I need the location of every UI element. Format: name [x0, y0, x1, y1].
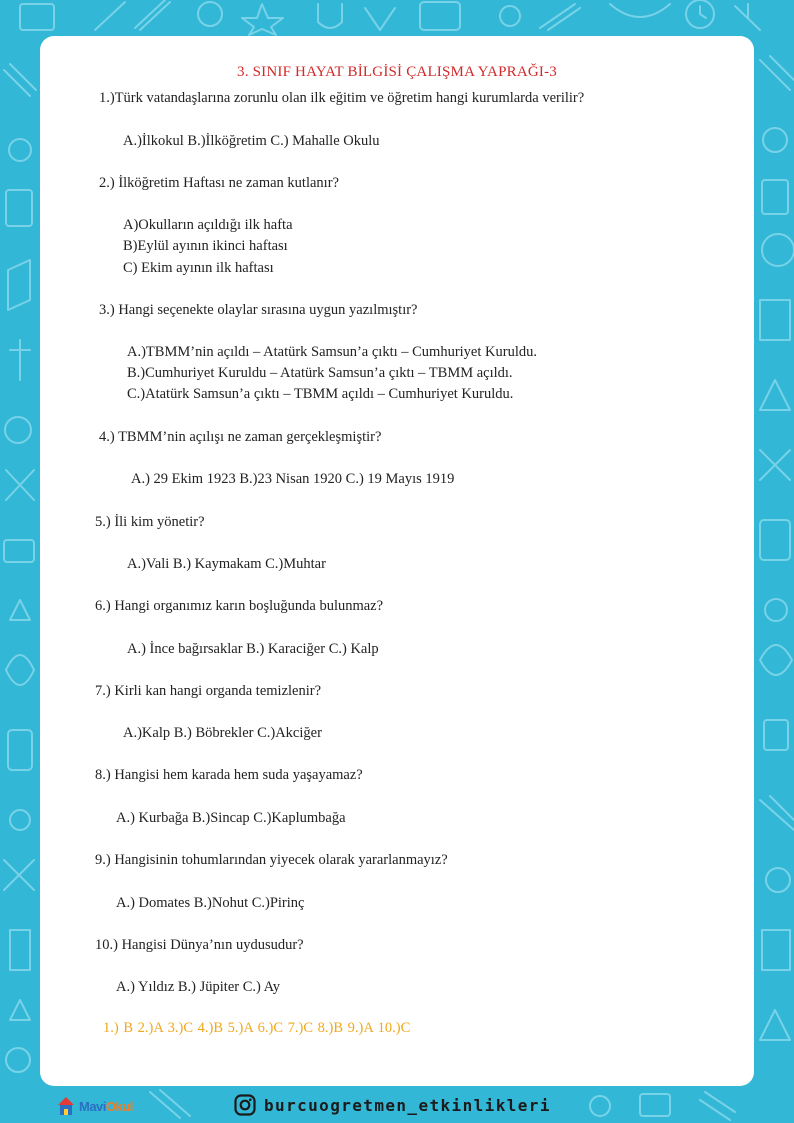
flask-doodle [318, 4, 342, 28]
question-2-option-c: C) Ekim ayının ilk haftası [123, 260, 274, 276]
question-1: 1.)Türk vatandaşlarına zorunlu olan ilk eğitim ve öğretim hangi kurumlarda verilir? [99, 90, 585, 106]
question-2-option-a: A)Okulların açıldığı ilk hafta [123, 217, 293, 233]
question-8: 8.) Hangisi hem karada hem suda yaşayamaz? [95, 767, 363, 783]
question-5: 5.) İli kim yönetir? [95, 514, 205, 530]
question-7-options: A.)Kalp B.) Böbrekler C.)Akciğer [123, 725, 322, 741]
question-9: 9.) Hangisinin tohumlarından yiyecek olarak yararlanmayız? [95, 852, 448, 868]
star-doodle [242, 4, 283, 35]
school-house-icon [56, 1095, 76, 1117]
question-7: 7.) Kirli kan hangi organda temizlenir? [95, 683, 322, 699]
question-1-options: A.)İlkokul B.)İlköğretim C.) Mahalle Okulu [123, 133, 380, 149]
logo-text-okul: Okul [105, 1098, 133, 1114]
question-3-option-b: B.)Cumhuriyet Kuruldu – Atatürk Samsun’a çıktı – TBMM açıldı. [127, 365, 513, 381]
question-4-options: A.) 29 Ekim 1923 B.)23 Nisan 1920 C.) 19 Mayıs 1919 [131, 471, 455, 487]
question-8-options: A.) Kurbağa B.)Sincap C.)Kaplumbağa [116, 810, 346, 826]
question-9-options: A.) Domates B.)Nohut C.)Pirinç [116, 895, 305, 911]
question-4: 4.) TBMM’nin açılışı ne zaman gerçekleşmiştir? [99, 429, 382, 445]
question-6-options: A.) İnce bağırsaklar B.) Karaciğer C.) Kalp [127, 641, 379, 657]
instagram-credit[interactable] [234, 1094, 551, 1116]
question-10: 10.) Hangisi Dünya’nın uydusudur? [95, 937, 304, 953]
instagram-handle[interactable]: burcuogretmen_etkinlikleri [264, 1095, 551, 1115]
question-2: 2.) İlköğretim Haftası ne zaman kutlanır? [99, 175, 339, 191]
question-5-options: A.)Vali B.) Kaymakam C.)Muhtar [127, 556, 326, 572]
question-2-option-b: B)Eylül ayının ikinci haftası [123, 238, 288, 254]
question-3-option-c: C.)Atatürk Samsun’a çıktı – TBMM açıldı – Cumhuriyet Kuruldu. [127, 386, 514, 402]
circle-doodle [198, 2, 222, 26]
pencil-doodle [95, 2, 125, 30]
logo-text-mavi: Mavi [79, 1098, 106, 1114]
worksheet-title: 3. SINIF HAYAT BİLGİSİ ÇALIŞMA YAPRAĞI-3 [237, 64, 557, 80]
question-3: 3.) Hangi seçenekte olaylar sırasına uygun yazılmıştır? [99, 302, 418, 318]
answer-key: 1.) B 2.)A 3.)C 4.)B 5.)A 6.)C 7.)C 8.)B 9.)A 10.)C [103, 1020, 411, 1036]
question-10-options: A.) Yıldız B.) Jüpiter C.) Ay [116, 979, 281, 995]
box-doodle [420, 2, 460, 30]
instagram-icon [234, 1094, 256, 1116]
mavi-okul-logo [56, 1093, 133, 1119]
book-doodle [20, 4, 54, 30]
question-3-option-a: A.)TBMM’nin açıldı – Atatürk Samsun’a çıktı – Cumhuriyet Kuruldu. [127, 344, 537, 360]
question-6: 6.) Hangi organımız karın boşluğunda bulunmaz? [95, 598, 384, 614]
